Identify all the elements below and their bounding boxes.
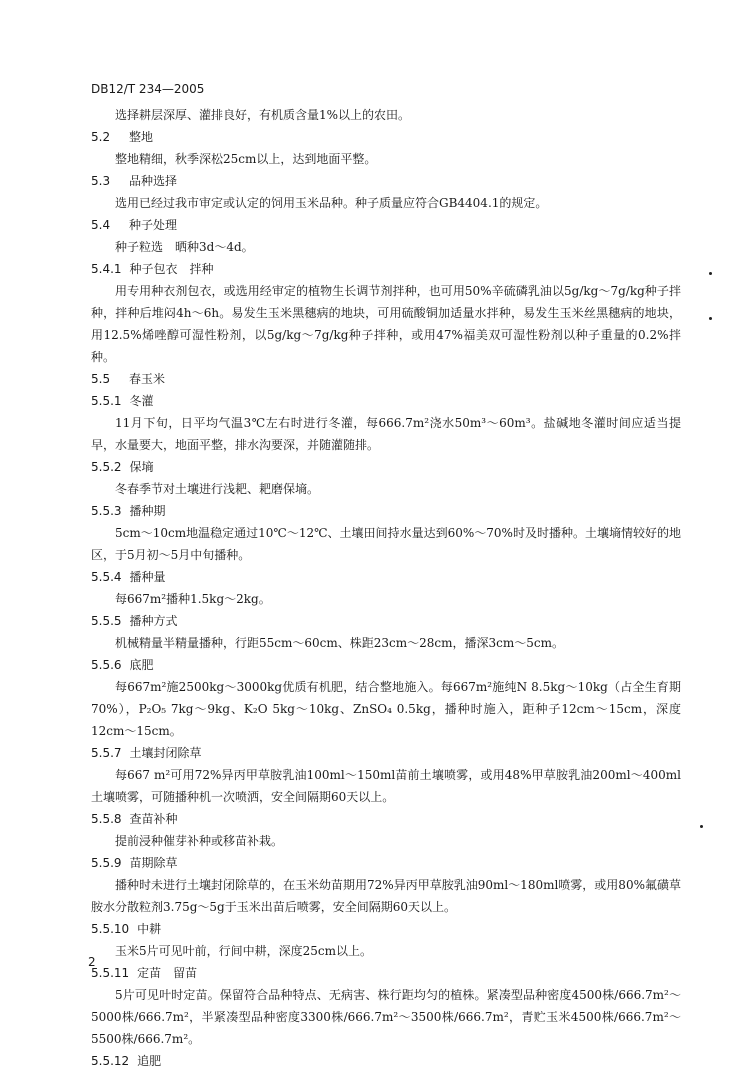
section-title: 苗期除草	[129, 856, 178, 870]
section-title: 中耕	[137, 922, 162, 936]
section-heading	[91, 258, 681, 280]
section-heading	[91, 456, 681, 478]
scan-speck	[709, 317, 712, 320]
paragraph: 种子粒选 晒种3d～4d。	[115, 240, 254, 254]
section-number: 5.5.11	[91, 966, 130, 980]
paragraph: 5cm～10cm地温稳定通过10℃～12℃、土壤田间持水量达到60%～70%时及时播种。土壤墒情较好的地区，于5月初～5月中旬播种。	[91, 526, 681, 562]
paragraph: 用专用种衣剂包衣，或选用经审定的植物生长调节剂拌种，也可用50%辛硫磷乳油以5g/kg～7g/kg种子拌种，拌种后堆闷4h～6h。易发生玉米黑穗病的地块，可用硫酸铜加适量水拌种，易发生玉米丝黑穗病的地块，用12.5%烯唑醇可湿性粉剂，以5g/kg～7g/kg种子拌种，或用47%福美双可湿性粉剂以种子重量的0.2%拌种。	[91, 284, 681, 364]
scan-speck	[700, 825, 703, 828]
section-heading	[91, 126, 681, 148]
section-title: 整地	[129, 130, 154, 144]
section-heading	[91, 654, 681, 676]
section-heading	[91, 742, 681, 764]
section-heading	[91, 852, 681, 874]
section-title: 播种期	[129, 504, 166, 518]
section-number: 5.5.5	[91, 614, 122, 628]
section-title: 查苗补种	[129, 812, 178, 826]
section-title: 种子处理	[129, 218, 178, 232]
document-id: DB12/T 234—2005	[91, 82, 205, 96]
section-number: 5.5.4	[91, 570, 122, 584]
section-title: 定苗 留苗	[137, 966, 198, 980]
paragraph: 每667 m²可用72%异丙甲草胺乳油100ml～150ml苗前土壤喷雾，或用48%甲草胺乳油200ml～400ml土壤喷雾，可随播种机一次喷洒，安全间隔期60天以上。	[91, 768, 681, 804]
section-heading	[91, 566, 681, 588]
section-number: 5.5.6	[91, 658, 122, 672]
section-title: 播种方式	[129, 614, 178, 628]
paragraph: 机械精量半精量播种，行距55cm～60cm、株距23cm～28cm，播深3cm～5cm。	[115, 636, 564, 650]
section-title: 春玉米	[129, 372, 166, 386]
section-title: 品种选择	[129, 174, 178, 188]
paragraph: 选用已经过我市审定或认定的饲用玉米品种。种子质量应符合GB4404.1的规定。	[115, 196, 548, 210]
section-heading	[91, 214, 681, 236]
section-title: 种子包衣 拌种	[129, 262, 214, 276]
section-heading	[91, 918, 681, 940]
section-title: 土壤封闭除草	[129, 746, 202, 760]
section-heading	[91, 500, 681, 522]
section-title: 底肥	[129, 658, 154, 672]
paragraph: 11月下旬，日平均气温3℃左右时进行冬灌，每666.7m²浇水50m³～60m³。盐碱地冬灌时间应适当提早，水量要大，地面平整，排水沟要深，并随灌随排。	[91, 416, 681, 452]
page-number: 2	[88, 955, 96, 969]
section-number: 5.5.12	[91, 1054, 130, 1068]
paragraph: 提前浸种催芽补种或移苗补栽。	[115, 834, 284, 848]
paragraph: 每667m²施2500kg～3000kg优质有机肥，结合整地施入。每667m²施纯N 8.5kg～10kg（占全生育期70%），P₂O₅ 7kg～9kg、K₂O 5kg～10kg、ZnSO₄ 0.5kg，播种时施入，距种子12cm～15cm，深度12cm～15cm。	[91, 680, 681, 738]
paragraph: 冬春季节对土壤进行浅耙、耙磨保墒。	[115, 482, 320, 496]
section-title: 追肥	[137, 1054, 162, 1068]
section-number: 5.5.1	[91, 394, 122, 408]
section-number: 5.5.7	[91, 746, 122, 760]
scan-speck	[709, 272, 712, 275]
paragraph: 每667m²播种1.5kg～2kg。	[115, 592, 271, 606]
section-title: 播种量	[129, 570, 166, 584]
section-number: 5.4	[91, 218, 111, 232]
section-number: 5.3	[91, 174, 111, 188]
paragraph: 选择耕层深厚、灌排良好，有机质含量1%以上的农田。	[115, 108, 411, 122]
section-heading	[91, 962, 681, 984]
section-number: 5.2	[91, 130, 111, 144]
section-heading	[91, 1050, 681, 1072]
section-number: 5.5.3	[91, 504, 122, 518]
paragraph: 5片可见叶时定苗。保留符合品种特点、无病害、株行距均匀的植株。紧凑型品种密度4500株/666.7m²～5000株/666.7m²，半紧凑型品种密度3300株/666.7m²～3500株/666.7m²，青贮玉米4500株/666.7m²～5500株/666.7m²。	[91, 988, 681, 1046]
section-number: 5.5.8	[91, 812, 122, 826]
paragraph: 整地精细，秋季深松25cm以上，达到地面平整。	[115, 152, 377, 166]
section-number: 5.4.1	[91, 262, 122, 276]
section-title: 保墒	[129, 460, 154, 474]
section-title: 冬灌	[129, 394, 154, 408]
section-heading	[91, 170, 681, 192]
paragraph: 播种时未进行土壤封闭除草的，在玉米幼苗期用72%异丙甲草胺乳油90ml～180ml喷雾，或用80%氟磺草胺水分散粒剂3.75g～5g于玉米出苗后喷雾，安全间隔期60天以上。	[91, 878, 681, 914]
document-body	[91, 104, 681, 1072]
paragraph: 玉米5片可见叶前，行间中耕，深度25cm以上。	[115, 944, 373, 958]
section-number: 5.5.2	[91, 460, 122, 474]
section-heading	[91, 368, 681, 390]
section-heading	[91, 390, 681, 412]
section-number: 5.5.10	[91, 922, 130, 936]
section-heading	[91, 610, 681, 632]
section-heading	[91, 808, 681, 830]
section-number: 5.5.9	[91, 856, 122, 870]
section-number: 5.5	[91, 372, 111, 386]
